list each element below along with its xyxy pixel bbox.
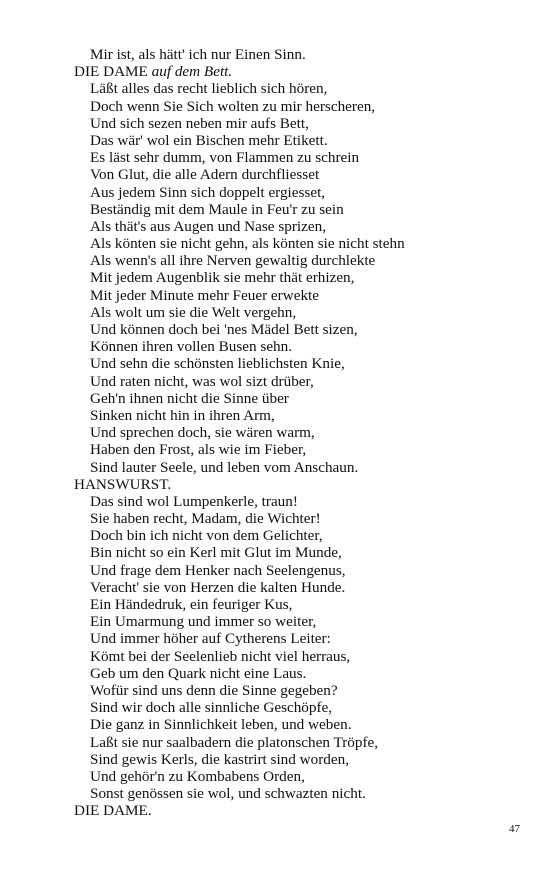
verse-line: Und immer höher auf Cytherens Leiter:: [90, 630, 331, 648]
verse-line: Als wenn's all ihre Nerven gewaltig durchlekte: [90, 252, 376, 270]
verse-line: Können ihren vollen Busen sehn.: [90, 338, 293, 356]
speaker-name: DIE DAME.: [74, 802, 152, 820]
verse-line: Sind wir doch alle sinnliche Geschöpfe,: [90, 699, 333, 717]
verse-line: Doch wenn Sie Sich wolten zu mir herscheren,: [90, 97, 376, 115]
verse-line: Geh'n ihnen nicht die Sinne über: [90, 389, 289, 407]
verse-line: Und sich sezen neben mir aufs Bett,: [90, 114, 309, 132]
verse-line: Geb um den Quark nicht eine Laus.: [90, 664, 307, 682]
stage-direction: auf dem Bett.: [151, 63, 233, 81]
verse-line: Laßt sie nur saalbadern die platonschen Tröpfe,: [90, 733, 379, 751]
verse-line: Und können doch bei 'nes Mädel Bett sizen,: [90, 321, 358, 338]
verse-line: Das wär' wol ein Bischen mehr Etikett.: [90, 131, 328, 149]
verse-line: Kömt bei der Seelenlieb nicht viel herraus,: [90, 647, 351, 665]
verse-line: Läßt alles das recht lieblich sich hören,: [90, 80, 328, 98]
verse-line: Und frage dem Henker nach Seelengenus,: [90, 561, 346, 579]
verse-line: Sinken nicht hin in ihren Arm,: [90, 406, 275, 424]
verse-line: Mit jedem Augenblik sie mehr thät erhizen,: [90, 269, 355, 287]
verse-line: Sie haben recht, Madam, die Wichter!: [90, 510, 321, 528]
speaker-heading: [74, 63, 514, 80]
verse-line: Und gehör'n zu Kombabens Orden,: [90, 767, 305, 785]
verse-line: Sonst genössen sie wol, und schwazten nicht.: [90, 785, 366, 803]
verse-line: Wofür sind uns denn die Sinne gegeben?: [90, 681, 338, 699]
verse-line: Und sehn die schönsten lieblichsten Knie,: [90, 355, 345, 373]
verse-line: Ein Händedruk, ein feuriger Kus,: [90, 596, 293, 613]
speaker-name: DIE DAME: [74, 63, 148, 81]
verse-line: Doch bin ich nicht von dem Gelichter,: [90, 527, 323, 545]
page-number: 47: [509, 823, 520, 835]
speaker-heading: [74, 476, 514, 493]
verse-line: Veracht' sie von Herzen die kalten Hunde.: [90, 578, 346, 596]
verse-line: Und raten nicht, was wol sizt drüber,: [90, 372, 314, 390]
verse-line: Es läst sehr dumm, von Flammen zu schrein: [90, 149, 360, 167]
verse-line: Aus jedem Sinn sich doppelt ergiesset,: [90, 183, 326, 201]
verse-line: Mir ist, als hätt' ich nur Einen Sinn.: [90, 46, 306, 63]
verse-line: Von Glut, die alle Adern durchfliesset: [90, 166, 320, 184]
verse-line: Als wolt um sie die Welt vergehn,: [90, 303, 297, 321]
verse-line: Sind gewis Kerls, die kastrirt sind worden,: [90, 750, 349, 768]
verse-line: Mit jeder Minute mehr Feuer erwekte: [90, 286, 319, 304]
verse-line: Ein Umarmung und immer so weiter,: [90, 613, 317, 631]
verse-line: Bin nicht so ein Kerl mit Glut im Munde,: [90, 544, 342, 562]
verse-line: Als könten sie nicht gehn, als könten sie nicht stehn: [90, 235, 405, 253]
verse-line: Das sind wol Lumpenkerle, traun!: [90, 492, 298, 510]
verse-line: Die ganz in Sinnlichkeit leben, und weben.: [90, 716, 352, 734]
verse-line: Haben den Frost, als wie im Fieber,: [90, 441, 307, 459]
verse-text-block: [74, 46, 514, 819]
verse-line: Als thät's aus Augen und Nase sprizen,: [90, 217, 326, 235]
speaker-name: HANSWURST.: [74, 475, 172, 493]
speaker-heading: [74, 802, 514, 819]
verse-line: Beständig mit dem Maule in Feu'r zu sein: [90, 200, 344, 218]
verse-line: Und sprechen doch, sie wären warm,: [90, 424, 315, 442]
verse-line: Sind lauter Seele, und leben vom Anschaun.: [90, 458, 359, 476]
